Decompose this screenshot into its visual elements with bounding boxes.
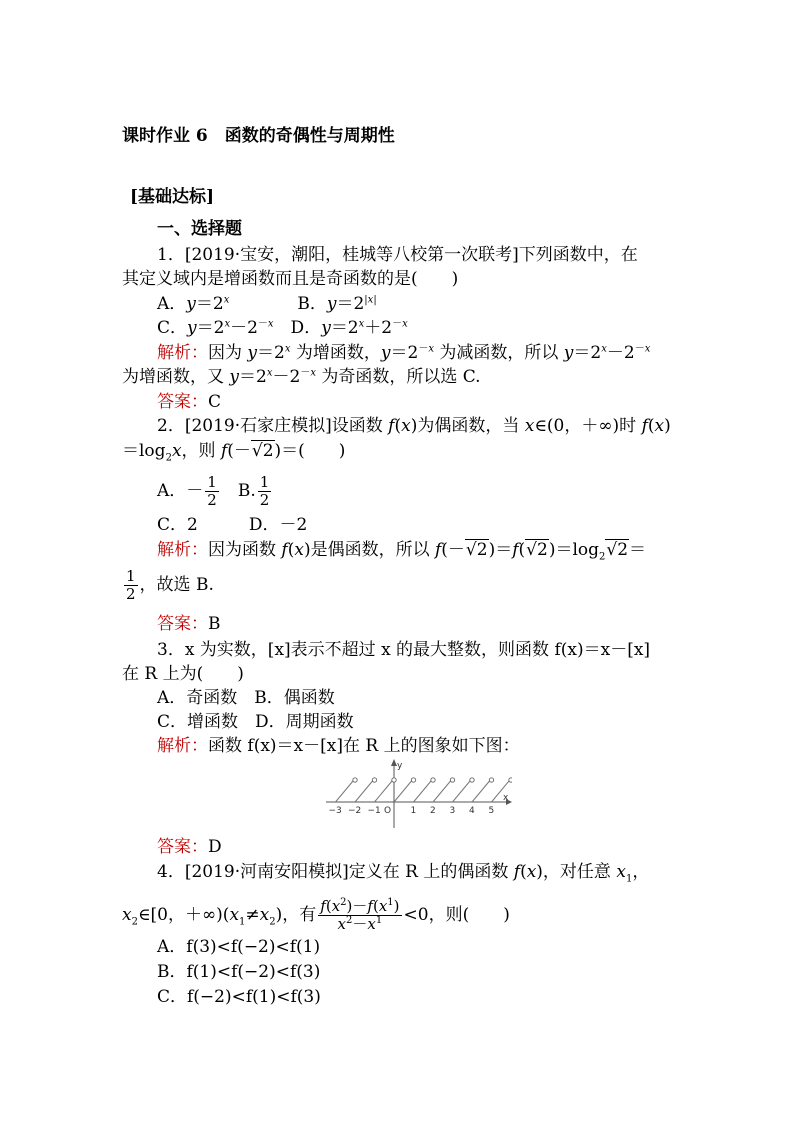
open-endpoint — [431, 778, 435, 782]
x-tick-labels — [329, 806, 495, 816]
origin-label: O — [384, 806, 392, 816]
x-tick-label: −3 — [328, 806, 342, 816]
q2-answer-value: B — [208, 614, 221, 634]
q1-options-ab: A．$y=2^x$ B．$y=2^{|x|}$ — [157, 294, 377, 314]
q4-option-c: C．f(−2)<f(1)<f(3) — [157, 987, 321, 1007]
x-tick-label: −2 — [348, 806, 362, 816]
q4-option-a: A．f(3)<f(−2)<f(1) — [157, 937, 321, 957]
q3-analysis-text: 函数 f(x)＝x－[x]在 R 上的图象如下图： — [208, 736, 520, 756]
q2-options-cd: C．2 D．－2 — [157, 515, 308, 535]
sawtooth-segment — [355, 781, 373, 802]
sawtooth-segment — [433, 781, 451, 802]
analysis-label: 解析： — [157, 343, 208, 363]
open-endpoint — [372, 778, 376, 782]
q2-line-2: $=\log_2x$，则 f(－√2)＝( ) — [122, 441, 346, 464]
answer-label: 答案： — [157, 614, 208, 634]
part-heading: 一、选择题 — [157, 219, 242, 239]
q1-answer — [157, 391, 713, 413]
open-endpoint — [470, 778, 474, 782]
sawtooth-segment — [394, 781, 412, 802]
q2-answer — [157, 613, 713, 635]
open-endpoint — [411, 778, 415, 782]
analysis-label: 解析： — [157, 540, 208, 560]
q1-options-cd: C．$y=2^x-2^{-x}$ D．$y=2^x+2^{-x}$ — [157, 318, 408, 338]
sawtooth-segment — [472, 781, 490, 802]
page-title: 课时作业 6 函数的奇偶性与周期性 — [122, 126, 395, 146]
q3-answer — [157, 836, 713, 858]
x-tick-label: 5 — [488, 806, 495, 816]
q2-line-1: 2．[2019·石家庄模拟]设函数 f(x)为偶函数，当 x∈(0，＋∞)时 f(x) — [157, 416, 671, 436]
open-endpoint — [509, 778, 512, 782]
open-endpoint — [392, 778, 396, 782]
x-tick-label: 1 — [410, 806, 417, 816]
q1-line-1: 1．[2019·宝安，潮阳，桂城等八校第一次联考]下列函数中，在 — [157, 245, 638, 265]
sawtooth-segment — [414, 781, 432, 802]
x-tick-label: −1 — [367, 806, 381, 816]
answer-label: 答案： — [157, 837, 208, 857]
q4-option-b: B．f(1)<f(−2)<f(3) — [157, 962, 321, 982]
q1-line-2: 其定义域内是增函数而且是奇函数的是( ) — [122, 269, 459, 289]
q1-analysis-2: 为增函数，又 $y=2^x-2^{-x}$ 为奇函数，所以选 C. — [122, 367, 481, 387]
q3-analysis — [157, 735, 713, 757]
x-tick-label: 3 — [449, 806, 456, 816]
answer-label: 答案： — [157, 392, 208, 412]
open-endpoint — [489, 778, 493, 782]
x-axis-label: x — [503, 793, 509, 803]
analysis-label: 解析： — [157, 736, 208, 756]
q2-analysis-1: 解析：因为函数 f(x)是偶函数，所以 $f(-√2)=f(√2)=\log_2√2=$ — [157, 540, 647, 563]
x-tick-label: 4 — [469, 806, 475, 816]
q3-answer-value: D — [208, 837, 222, 857]
sawtooth-segments — [336, 778, 513, 802]
open-endpoint — [450, 778, 454, 782]
y-axis-label: y — [397, 761, 403, 771]
q4-line-2: $x_2\in[0$，$+\infty)(x_1\ne x_2)$，有 $\frac{f(x^2)-f(x^1)}{x^2-x^1}$ <0，则( ) — [122, 897, 510, 933]
q3-options-cd: C．增函数 D．周期函数 — [157, 712, 354, 732]
q3-line-2: 在 R 上为( ) — [122, 664, 244, 684]
sawtooth-segment — [453, 781, 471, 802]
sawtooth-graph-figure — [322, 758, 512, 830]
q2-options-ab: A．－ $\frac{1}{2}$ B. $\frac{1}{2}$ — [157, 473, 270, 509]
sawtooth-segment — [336, 781, 354, 802]
section-heading: [基础达标] — [130, 187, 215, 207]
q3-line-1: 3．x 为实数，[x]表示不超过 x 的最大整数，则函数 f(x)＝x－[x] — [157, 640, 651, 660]
open-endpoint — [353, 778, 357, 782]
x-tick-label: 2 — [430, 806, 436, 816]
sawtooth-segment — [375, 781, 393, 802]
q3-options-ab: A．奇函数 B．偶函数 — [157, 688, 335, 708]
q4-line-1: 4．[2019·河南安阳模拟]定义在 R 上的偶函数 f(x)，对任意 $x_1$， — [157, 862, 650, 885]
q1-answer-value: C — [208, 392, 222, 412]
q1-analysis-1: 解析：因为 $y=2^x$ 为增函数，$y=2^{-x}$ 为减函数，所以 $y=2^x-2^{-x}$ — [157, 343, 651, 363]
q2-analysis-2: $\frac{1}{2}$ ，故选 B. — [126, 567, 214, 603]
